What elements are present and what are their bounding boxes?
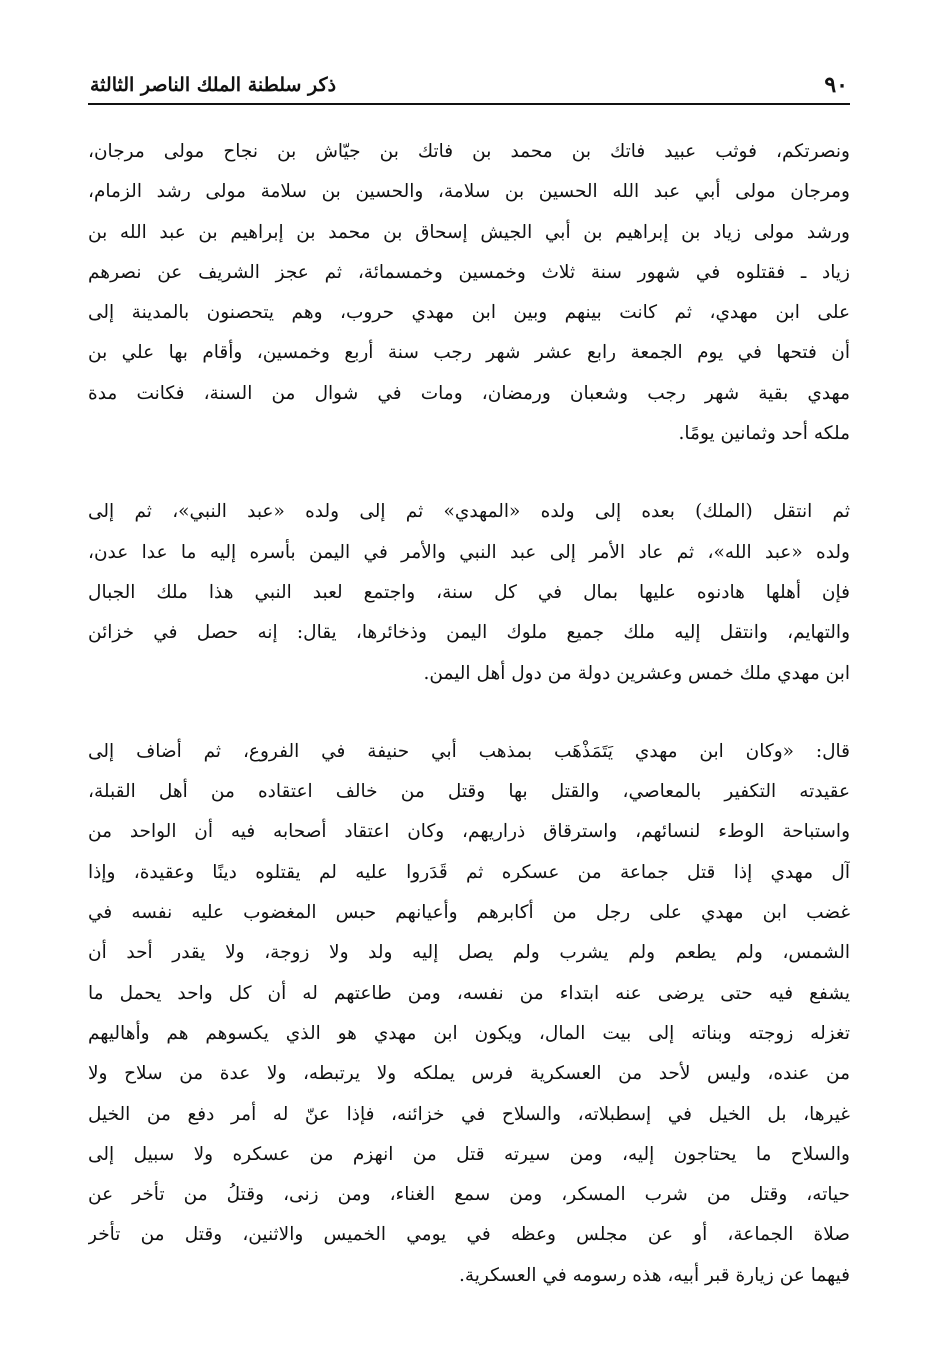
paragraph-2 bbox=[88, 492, 850, 693]
text-line: آل مهدي إذا قتل جماعة من عسكره ثم قَدَروا عليه لم يقتلوه دينًا وعقيدة، وإذا bbox=[88, 861, 850, 883]
header-divider bbox=[88, 103, 850, 105]
paragraph-gap bbox=[88, 454, 850, 492]
text-line: والتهايم، وانتقل إليه ملك جميع ملوك اليمن وذخائرها، يقال: إنه حصل في خزائن bbox=[88, 622, 850, 644]
text-line: ولده «عبد الله»، ثم عاد الأمر إلى عبد النبي والأمر في اليمن بأسره إليه ما عدا عدن، bbox=[88, 541, 850, 563]
text-line: من عنده، وليس لأحد من العسكرية فرس يملكه ولا يرتبطه، ولا عدة من سلاح ولا bbox=[88, 1063, 850, 1085]
text-line: غيرها، بل الخيل في إسطبلاته، والسلاح في خزائنه، فإذا عنّ له أمر دفع من الخيل bbox=[88, 1103, 850, 1125]
text-line: فيهما عن زيارة قبر أبيه، هذه رسومه في العسكرية. bbox=[458, 1264, 850, 1286]
page-header bbox=[88, 70, 850, 102]
text-line: ملكه أحد وثمانين يومًا. bbox=[678, 423, 850, 445]
text-line: والسلاح ما يحتاجون إليه، ومن سيرته قتل من انهزم من عسكره ولا سبيل إلى bbox=[88, 1143, 850, 1165]
text-line: الشمس، ولم يطعم ولم يشرب ولم يصل إليه ولد ولا زوجة، ولا يقدر أحد أن bbox=[88, 942, 850, 964]
paragraph-gap bbox=[88, 694, 850, 732]
text-line: قال: «وكان ابن مهدي يَتَمَذْهَب بمذهب أبي حنيفة في الفروع، ثم أضاف إلى bbox=[88, 740, 850, 762]
text-line: عقيدته التكفير بالمعاصي، والقتل بها وقتل من خالف اعتقاده من أهل القبلة، bbox=[88, 781, 850, 803]
text-line: حياته، وقتل من شرب المسكر، ومن سمع الغناء، ومن زنى، وقتلُ من تأخر عن bbox=[88, 1184, 850, 1206]
text-line: فإن أهلها هادنوه عليها بمال في كل سنة، واجتمع لعبد النبي هذا ملك الجبال bbox=[88, 581, 850, 603]
text-line: تغزله زوجته وبناته إلى بيت المال، ويكون ابن مهدي هو الذي يكسوهم هم وأهاليهم bbox=[88, 1022, 850, 1044]
text-line: زياد ـ فقتلوه في شهور سنة ثلاث وخمسين وخمسمائة، ثم عجز الشريف عن نصرهم bbox=[88, 261, 850, 283]
text-line: ونصرتكم، فوثب عبيد فاتك بن محمد بن فاتك بن جيّاش بن نجاح مولى مرجان، bbox=[88, 141, 850, 162]
text-line: صلاة الجماعة، أو عن مجلس وعظه في يومي الخميس والاثنين، وقتل من تأخر bbox=[88, 1224, 850, 1246]
paragraph-1 bbox=[88, 132, 850, 454]
text-line: ثم انتقل (الملك) بعده إلى ولده «المهدي» ثم إلى ولده «عبد النبي»، ثم إلى bbox=[88, 501, 850, 523]
page-number: ٩٠ bbox=[824, 72, 848, 98]
text-line: ومرجان مولى أبي عبد الله الحسين بن سلامة، والحسين بن سلامة مولى رشد الزمام، bbox=[88, 181, 850, 203]
text-line: يشفع فيه حتى يرضى عنه ابتداء من نفسه، ومن طاعتهم له أن كل واحد يحمل ما bbox=[88, 982, 850, 1004]
text-line: غضب ابن مهدي على رجل من أكابرهم وأعيانهم حبس المغضوب عليه نفسه في bbox=[88, 902, 850, 924]
running-title: ذكر سلطنة الملك الناصر الثالثة bbox=[90, 74, 337, 96]
text-line: واستباحة الوطء لنسائهم، واسترقاق ذراريهم، وكان اعتقاد أصحابه فيه أن الواحد من bbox=[88, 821, 850, 843]
body-text bbox=[88, 132, 850, 1296]
text-line: ابن مهدي ملك خمس وعشرين دولة من دول أهل اليمن. bbox=[423, 662, 850, 684]
text-line: أن فتحها في يوم الجمعة رابع عشر شهر رجب سنة أربع وخمسين، وأقام بها علي بن bbox=[88, 342, 850, 364]
text-line: على ابن مهدي، ثم كانت بينهم وبين ابن مهدي حروب، وهم يتحصنون بالمدينة إلى bbox=[88, 302, 850, 324]
paragraph-3 bbox=[88, 732, 850, 1296]
text-line: مهدي بقية شهر رجب وشعبان ورمضان، ومات في شوال من السنة، فكانت مدة bbox=[88, 382, 850, 404]
text-line: ورشد مولى زياد بن إبراهيم بن أبي الجيش إسحاق بن محمد بن إبراهيم بن عبد الله بن bbox=[88, 221, 850, 243]
